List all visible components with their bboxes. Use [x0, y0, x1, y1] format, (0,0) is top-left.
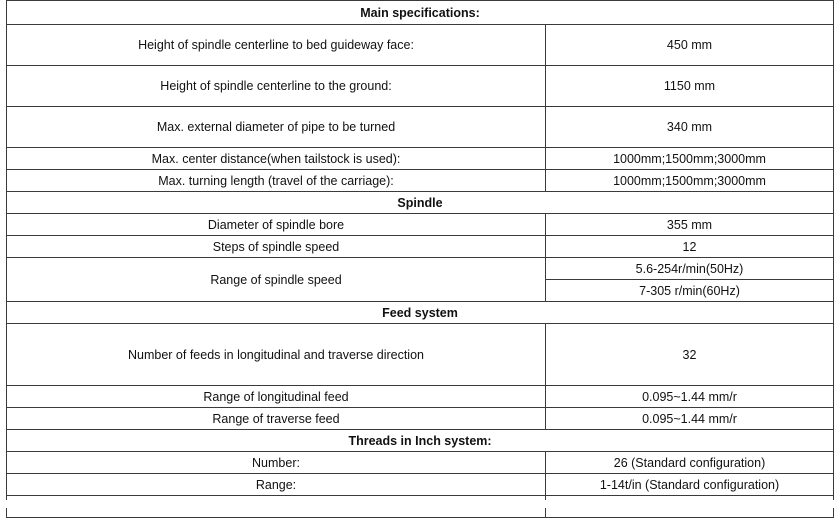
table-title: Main specifications:	[7, 1, 834, 25]
spec-value: 340 mm	[546, 107, 834, 148]
table-row	[7, 107, 834, 148]
table-row	[7, 258, 834, 280]
section-row-threads	[7, 430, 834, 452]
spec-value: 1000mm;1500mm;3000mm	[546, 170, 834, 192]
spec-value: 1150 mm	[546, 66, 834, 107]
spec-label: Max. external diameter of pipe to be turned	[7, 107, 546, 148]
spec-label: Diameter of spindle bore	[7, 214, 546, 236]
specifications-table	[6, 0, 834, 518]
table-row	[7, 25, 834, 66]
spec-label: Height of spindle centerline to the ground:	[7, 66, 546, 107]
section-heading-spindle: Spindle	[7, 192, 834, 214]
spec-value: 355 mm	[546, 214, 834, 236]
spec-value: 26 (Standard configuration)	[546, 452, 834, 474]
table-title-row	[7, 1, 834, 25]
table-row	[7, 324, 834, 386]
table-row	[7, 66, 834, 107]
section-heading-threads: Threads in Inch system:	[7, 430, 834, 452]
table-row	[7, 386, 834, 408]
spec-label: Number of feeds in longitudinal and traverse direction	[7, 324, 546, 386]
spec-label: Range of spindle speed	[7, 258, 546, 302]
spec-value: 32	[546, 324, 834, 386]
spec-value: 5.6-254r/min(50Hz)	[546, 258, 834, 280]
spec-value: 7-305 r/min(60Hz)	[546, 280, 834, 302]
spec-value: 12	[546, 236, 834, 258]
spec-label: Range:	[7, 474, 546, 496]
table-row	[7, 148, 834, 170]
section-row-spindle	[7, 192, 834, 214]
table-row	[7, 408, 834, 430]
section-heading-feed: Feed system	[7, 302, 834, 324]
bottom-crop-edge	[0, 500, 834, 508]
table-row	[7, 474, 834, 496]
spec-value: 450 mm	[546, 25, 834, 66]
spec-label: Range of longitudinal feed	[7, 386, 546, 408]
spec-value: 0.095~1.44 mm/r	[546, 386, 834, 408]
spec-label: Number:	[7, 452, 546, 474]
spec-value: 0.095~1.44 mm/r	[546, 408, 834, 430]
spec-value: 1-14t/in (Standard configuration)	[546, 474, 834, 496]
spec-label: Height of spindle centerline to bed guideway face:	[7, 25, 546, 66]
spec-label: Steps of spindle speed	[7, 236, 546, 258]
spec-value: 1000mm;1500mm;3000mm	[546, 148, 834, 170]
table-row	[7, 452, 834, 474]
spec-label: Max. center distance(when tailstock is used):	[7, 148, 546, 170]
table-row	[7, 214, 834, 236]
table-row	[7, 170, 834, 192]
section-row-feed	[7, 302, 834, 324]
table-row	[7, 236, 834, 258]
spec-label: Max. turning length (travel of the carriage):	[7, 170, 546, 192]
spec-label: Range of traverse feed	[7, 408, 546, 430]
